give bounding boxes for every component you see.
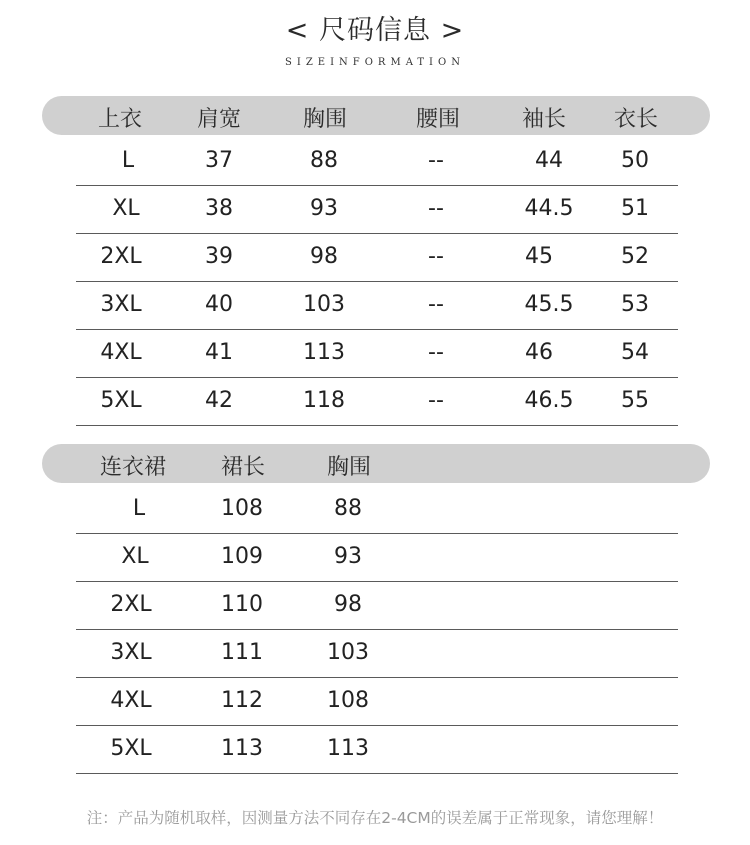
table-cell: 2XL [110, 592, 152, 617]
table-cell: 4XL [100, 340, 142, 365]
table-cell: 103 [303, 292, 345, 317]
table-cell: 113 [327, 736, 369, 761]
table-cell: 46 [525, 340, 553, 365]
table-cell: 111 [221, 640, 263, 665]
table-cell: 109 [221, 544, 263, 569]
table-cell: 112 [221, 688, 263, 713]
table-cell: 98 [310, 244, 338, 269]
table-row [76, 329, 678, 378]
table-cell: 5XL [110, 736, 152, 761]
top-table-header [42, 96, 710, 135]
table-row [76, 281, 678, 330]
page-title: < 尺码信息 > [285, 15, 465, 46]
table-cell: 44 [535, 148, 563, 173]
table-cell: 3XL [110, 640, 152, 665]
table-cell: 41 [205, 340, 233, 365]
table-cell: 45 [525, 244, 553, 269]
table-cell: 113 [221, 736, 263, 761]
table-cell: -- [428, 148, 444, 173]
table-cell: 4XL [110, 688, 152, 713]
header-cell: 腰围 [415, 107, 461, 132]
table-cell: 54 [621, 340, 649, 365]
table-cell: -- [428, 196, 444, 221]
table-row [76, 185, 678, 234]
table-cell: 42 [205, 388, 233, 413]
table-cell: 108 [327, 688, 369, 713]
table-cell: 93 [334, 544, 362, 569]
table-cell: -- [428, 244, 444, 269]
table-cell: 5XL [100, 388, 142, 413]
table-row [76, 677, 678, 726]
table-cell: 38 [205, 196, 233, 221]
table-cell: 2XL [100, 244, 142, 269]
table-cell: -- [428, 292, 444, 317]
table-cell: 103 [327, 640, 369, 665]
table-cell: 3XL [100, 292, 142, 317]
table-cell: 88 [310, 148, 338, 173]
header-cell: 肩宽 [196, 107, 242, 132]
header-cell: 衣长 [613, 107, 659, 132]
table-cell: 118 [303, 388, 345, 413]
header-cell: 裙长 [220, 455, 266, 480]
table-cell: 45.5 [524, 292, 574, 317]
table-row [76, 377, 678, 426]
table-cell: 39 [205, 244, 233, 269]
table-cell: 55 [621, 388, 649, 413]
table-row [76, 581, 678, 630]
dress-table-header [42, 444, 710, 483]
table-cell: 37 [205, 148, 233, 173]
table-cell: 44.5 [524, 196, 574, 221]
table-cell: -- [428, 388, 444, 413]
table-row [76, 137, 678, 186]
table-cell: L [121, 148, 135, 173]
header-cell: 上衣 [97, 107, 143, 132]
header-cell: 胸围 [302, 107, 348, 132]
measurement-note: 注：产品为随机取样，因测量方法不同存在2-4CM的误差属于正常现象，请您理解！ [86, 809, 664, 827]
table-cell: L [132, 496, 146, 521]
table-cell: XL [121, 544, 149, 569]
table-cell: 52 [621, 244, 649, 269]
table-cell: 98 [334, 592, 362, 617]
table-row [76, 725, 678, 774]
table-cell: 110 [221, 592, 263, 617]
table-row [76, 629, 678, 678]
table-cell: -- [428, 340, 444, 365]
table-cell: 40 [205, 292, 233, 317]
table-cell: 108 [221, 496, 263, 521]
table-row [76, 485, 678, 534]
header-cell: 袖长 [521, 107, 567, 132]
table-cell: 93 [310, 196, 338, 221]
table-row [76, 533, 678, 582]
header-cell: 连衣裙 [99, 455, 167, 480]
table-cell: 46.5 [524, 388, 574, 413]
table-cell: XL [112, 196, 140, 221]
table-cell: 50 [621, 148, 649, 173]
page-subtitle: SIZEINFORMATION [285, 57, 465, 68]
table-row [76, 233, 678, 282]
table-cell: 88 [334, 496, 362, 521]
table-cell: 113 [303, 340, 345, 365]
table-cell: 53 [621, 292, 649, 317]
table-cell: 51 [621, 196, 649, 221]
header-cell: 胸围 [326, 455, 372, 480]
